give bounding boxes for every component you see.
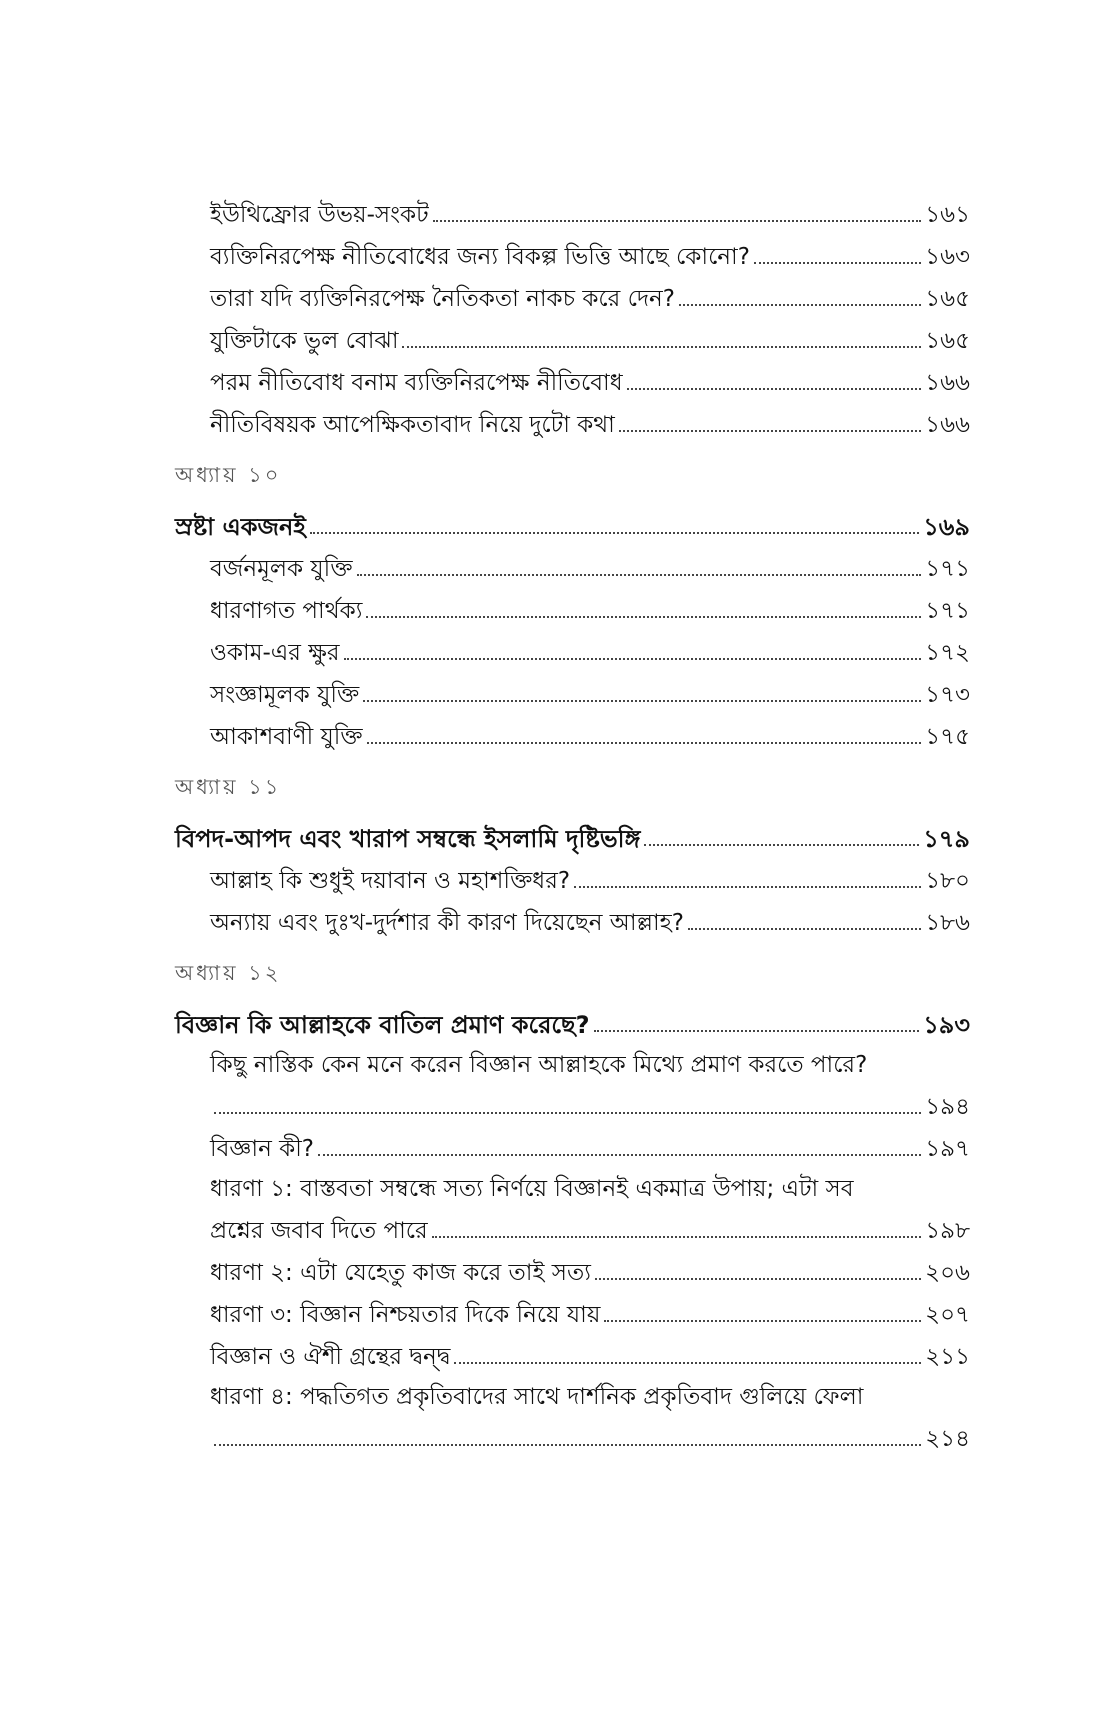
toc-entry[interactable] <box>175 1122 970 1164</box>
dot-leader <box>402 346 921 348</box>
toc-entry-title: ধারণা ১: বাস্তবতা সম্বন্ধে সত্য নির্ণয়ে বিজ্ঞানই একমাত্র উপায়; এটা সব <box>210 1176 854 1202</box>
toc-entry-title: ধারণা ৩: বিজ্ঞান নিশ্চয়তার দিকে নিয়ে যায় <box>210 1302 601 1328</box>
toc-entry-page: ২০৬ <box>925 1260 970 1286</box>
dot-leader <box>366 616 921 618</box>
toc-entry[interactable] <box>175 1288 970 1330</box>
toc-entry[interactable] <box>175 1246 970 1288</box>
toc-entry-title: পরম নীতিবোধ বনাম ব্যক্তিনিরপেক্ষ নীতিবোধ <box>210 370 623 396</box>
toc-entry-page: ১৬৬ <box>925 412 970 438</box>
dot-leader <box>367 742 922 744</box>
toc-entry-page: ১৬৬ <box>925 370 970 396</box>
toc-entry[interactable] <box>175 896 970 938</box>
toc-entry-title: আকাশবাণী যুক্তি <box>210 724 363 750</box>
toc-entry-title: ব্যক্তিনিরপেক্ষ নীতিবোধের জন্য বিকল্প ভিত্তি আছে কোনো? <box>210 244 750 270</box>
dot-leader <box>595 1278 921 1280</box>
toc-entry-page: ১৭৩ <box>925 682 970 708</box>
toc-entry-title: বর্জনমূলক যুক্তি <box>210 556 353 582</box>
toc-entry-title: স্রষ্টা একজনই <box>175 513 306 541</box>
toc-entry[interactable] <box>175 272 970 314</box>
dot-leader <box>594 1030 920 1032</box>
toc-entry-title: বিজ্ঞান ও ঐশী গ্রন্থের দ্বন্দ্ব <box>210 1344 451 1370</box>
toc-entry-continuation[interactable] <box>175 1080 970 1122</box>
dot-leader <box>679 304 921 306</box>
toc-entry-page: ১৯৪ <box>925 1094 970 1120</box>
toc-entry-title: সংজ্ঞামূলক যুক্তি <box>210 682 360 708</box>
toc-entry-title: বিপদ-আপদ এবং খারাপ সম্বন্ধে ইসলামি দৃষ্টিভঙ্গি <box>175 825 641 853</box>
toc-entry-continuation[interactable] <box>175 1204 970 1246</box>
toc-entry-page: ১৬৫ <box>925 286 970 312</box>
dot-leader <box>318 1154 921 1156</box>
toc-entry-page: ২১৪ <box>925 1426 970 1452</box>
dot-leader <box>754 262 921 264</box>
toc-entry-title-continuation: প্রশ্নের জবাব দিতে পারে <box>210 1218 428 1244</box>
dot-leader <box>688 928 921 930</box>
toc-entry-page: ২০৭ <box>925 1302 970 1328</box>
dot-leader <box>619 430 921 432</box>
toc-chapter-title[interactable] <box>175 812 970 854</box>
chapter-heading: অধ্যায় ১২ <box>175 961 282 985</box>
toc-entry-title: তারা যদি ব্যক্তিনিরপেক্ষ নৈতিকতা নাকচ করে দেন? <box>210 286 675 312</box>
toc-entry-page: ১৬৯ <box>923 513 970 541</box>
table-of-contents <box>175 188 970 1454</box>
toc-entry-title: ধারণাগত পার্থক্য <box>210 598 363 624</box>
chapter-heading: অধ্যায় ১০ <box>175 463 282 487</box>
dot-leader <box>454 1362 921 1364</box>
toc-entry[interactable] <box>175 230 970 272</box>
toc-entry-page: ১৯৮ <box>925 1218 970 1244</box>
toc-entry[interactable] <box>175 188 970 230</box>
toc-entry[interactable] <box>175 1040 970 1080</box>
toc-entry[interactable] <box>175 584 970 626</box>
toc-entry-title: আল্লাহ কি শুধুই দয়াবান ও মহাশক্তিধর? <box>210 868 571 894</box>
dot-leader <box>357 574 922 576</box>
dot-leader <box>574 886 921 888</box>
dot-leader <box>214 1444 921 1446</box>
dot-leader <box>604 1320 921 1322</box>
dot-leader <box>644 844 919 846</box>
toc-entry-page: ১৮০ <box>925 868 970 894</box>
toc-entry[interactable] <box>175 854 970 896</box>
toc-entry-continuation[interactable] <box>175 1412 970 1454</box>
dot-leader <box>344 658 922 660</box>
toc-entry-title: ধারণা ২: এটা যেহেতু কাজ করে তাই সত্য <box>210 1260 591 1286</box>
toc-entry-title: ওকাম-এর ক্ষুর <box>210 640 340 666</box>
dot-leader <box>214 1112 921 1114</box>
dot-leader <box>310 532 919 534</box>
toc-entry-page: ১৯৭ <box>925 1136 970 1162</box>
toc-chapter-title[interactable] <box>175 998 970 1040</box>
toc-entry-page: ১৬৩ <box>925 244 970 270</box>
toc-entry-title: যুক্তিটাকে ভুল বোঝা <box>210 328 399 354</box>
toc-entry[interactable] <box>175 1372 970 1412</box>
toc-entry[interactable] <box>175 1164 970 1204</box>
toc-entry[interactable] <box>175 1330 970 1372</box>
toc-entry-page: ১৭৯ <box>923 825 970 853</box>
dot-leader <box>433 220 922 222</box>
toc-entry-page: ২১১ <box>925 1344 970 1370</box>
dot-leader <box>627 388 922 390</box>
toc-entry[interactable] <box>175 314 970 356</box>
toc-entry-title: ইউথিফ্রোর উভয়-সংকট <box>210 202 429 228</box>
toc-entry-page: ১৯৩ <box>923 1011 970 1039</box>
toc-entry[interactable] <box>175 542 970 584</box>
toc-entry-title: নীতিবিষয়ক আপেক্ষিকতাবাদ নিয়ে দুটো কথা <box>210 412 615 438</box>
toc-entry-page: ১৬১ <box>925 202 970 228</box>
toc-entry[interactable] <box>175 710 970 752</box>
chapter-heading: অধ্যায় ১১ <box>175 775 282 799</box>
toc-entry[interactable] <box>175 356 970 398</box>
toc-entry-title: বিজ্ঞান কী? <box>210 1136 314 1162</box>
toc-entry-page: ১৭৫ <box>925 724 970 750</box>
dot-leader <box>432 1236 922 1238</box>
toc-entry-title: কিছু নাস্তিক কেন মনে করেন বিজ্ঞান আল্লাহকে মিথ্যে প্রমাণ করতে পারে? <box>210 1052 868 1078</box>
toc-entry-title: অন্যায় এবং দুঃখ-দুর্দশার কী কারণ দিয়েছেন আল্লাহ? <box>210 910 684 936</box>
toc-entry-title: বিজ্ঞান কি আল্লাহকে বাতিল প্রমাণ করেছে? <box>175 1011 590 1039</box>
toc-entry[interactable] <box>175 668 970 710</box>
toc-entry-page: ১৭১ <box>925 598 970 624</box>
toc-entry-page: ১৬৫ <box>925 328 970 354</box>
toc-entry-page: ১৭২ <box>925 640 970 666</box>
toc-entry[interactable] <box>175 626 970 668</box>
toc-entry-page: ১৭১ <box>925 556 970 582</box>
toc-chapter-title[interactable] <box>175 500 970 542</box>
toc-entry[interactable] <box>175 398 970 440</box>
dot-leader <box>363 700 921 702</box>
toc-entry-title: ধারণা ৪: পদ্ধতিগত প্রকৃতিবাদের সাথে দার্শনিক প্রকৃতিবাদ গুলিয়ে ফেলা <box>210 1384 864 1410</box>
toc-entry-page: ১৮৬ <box>925 910 970 936</box>
